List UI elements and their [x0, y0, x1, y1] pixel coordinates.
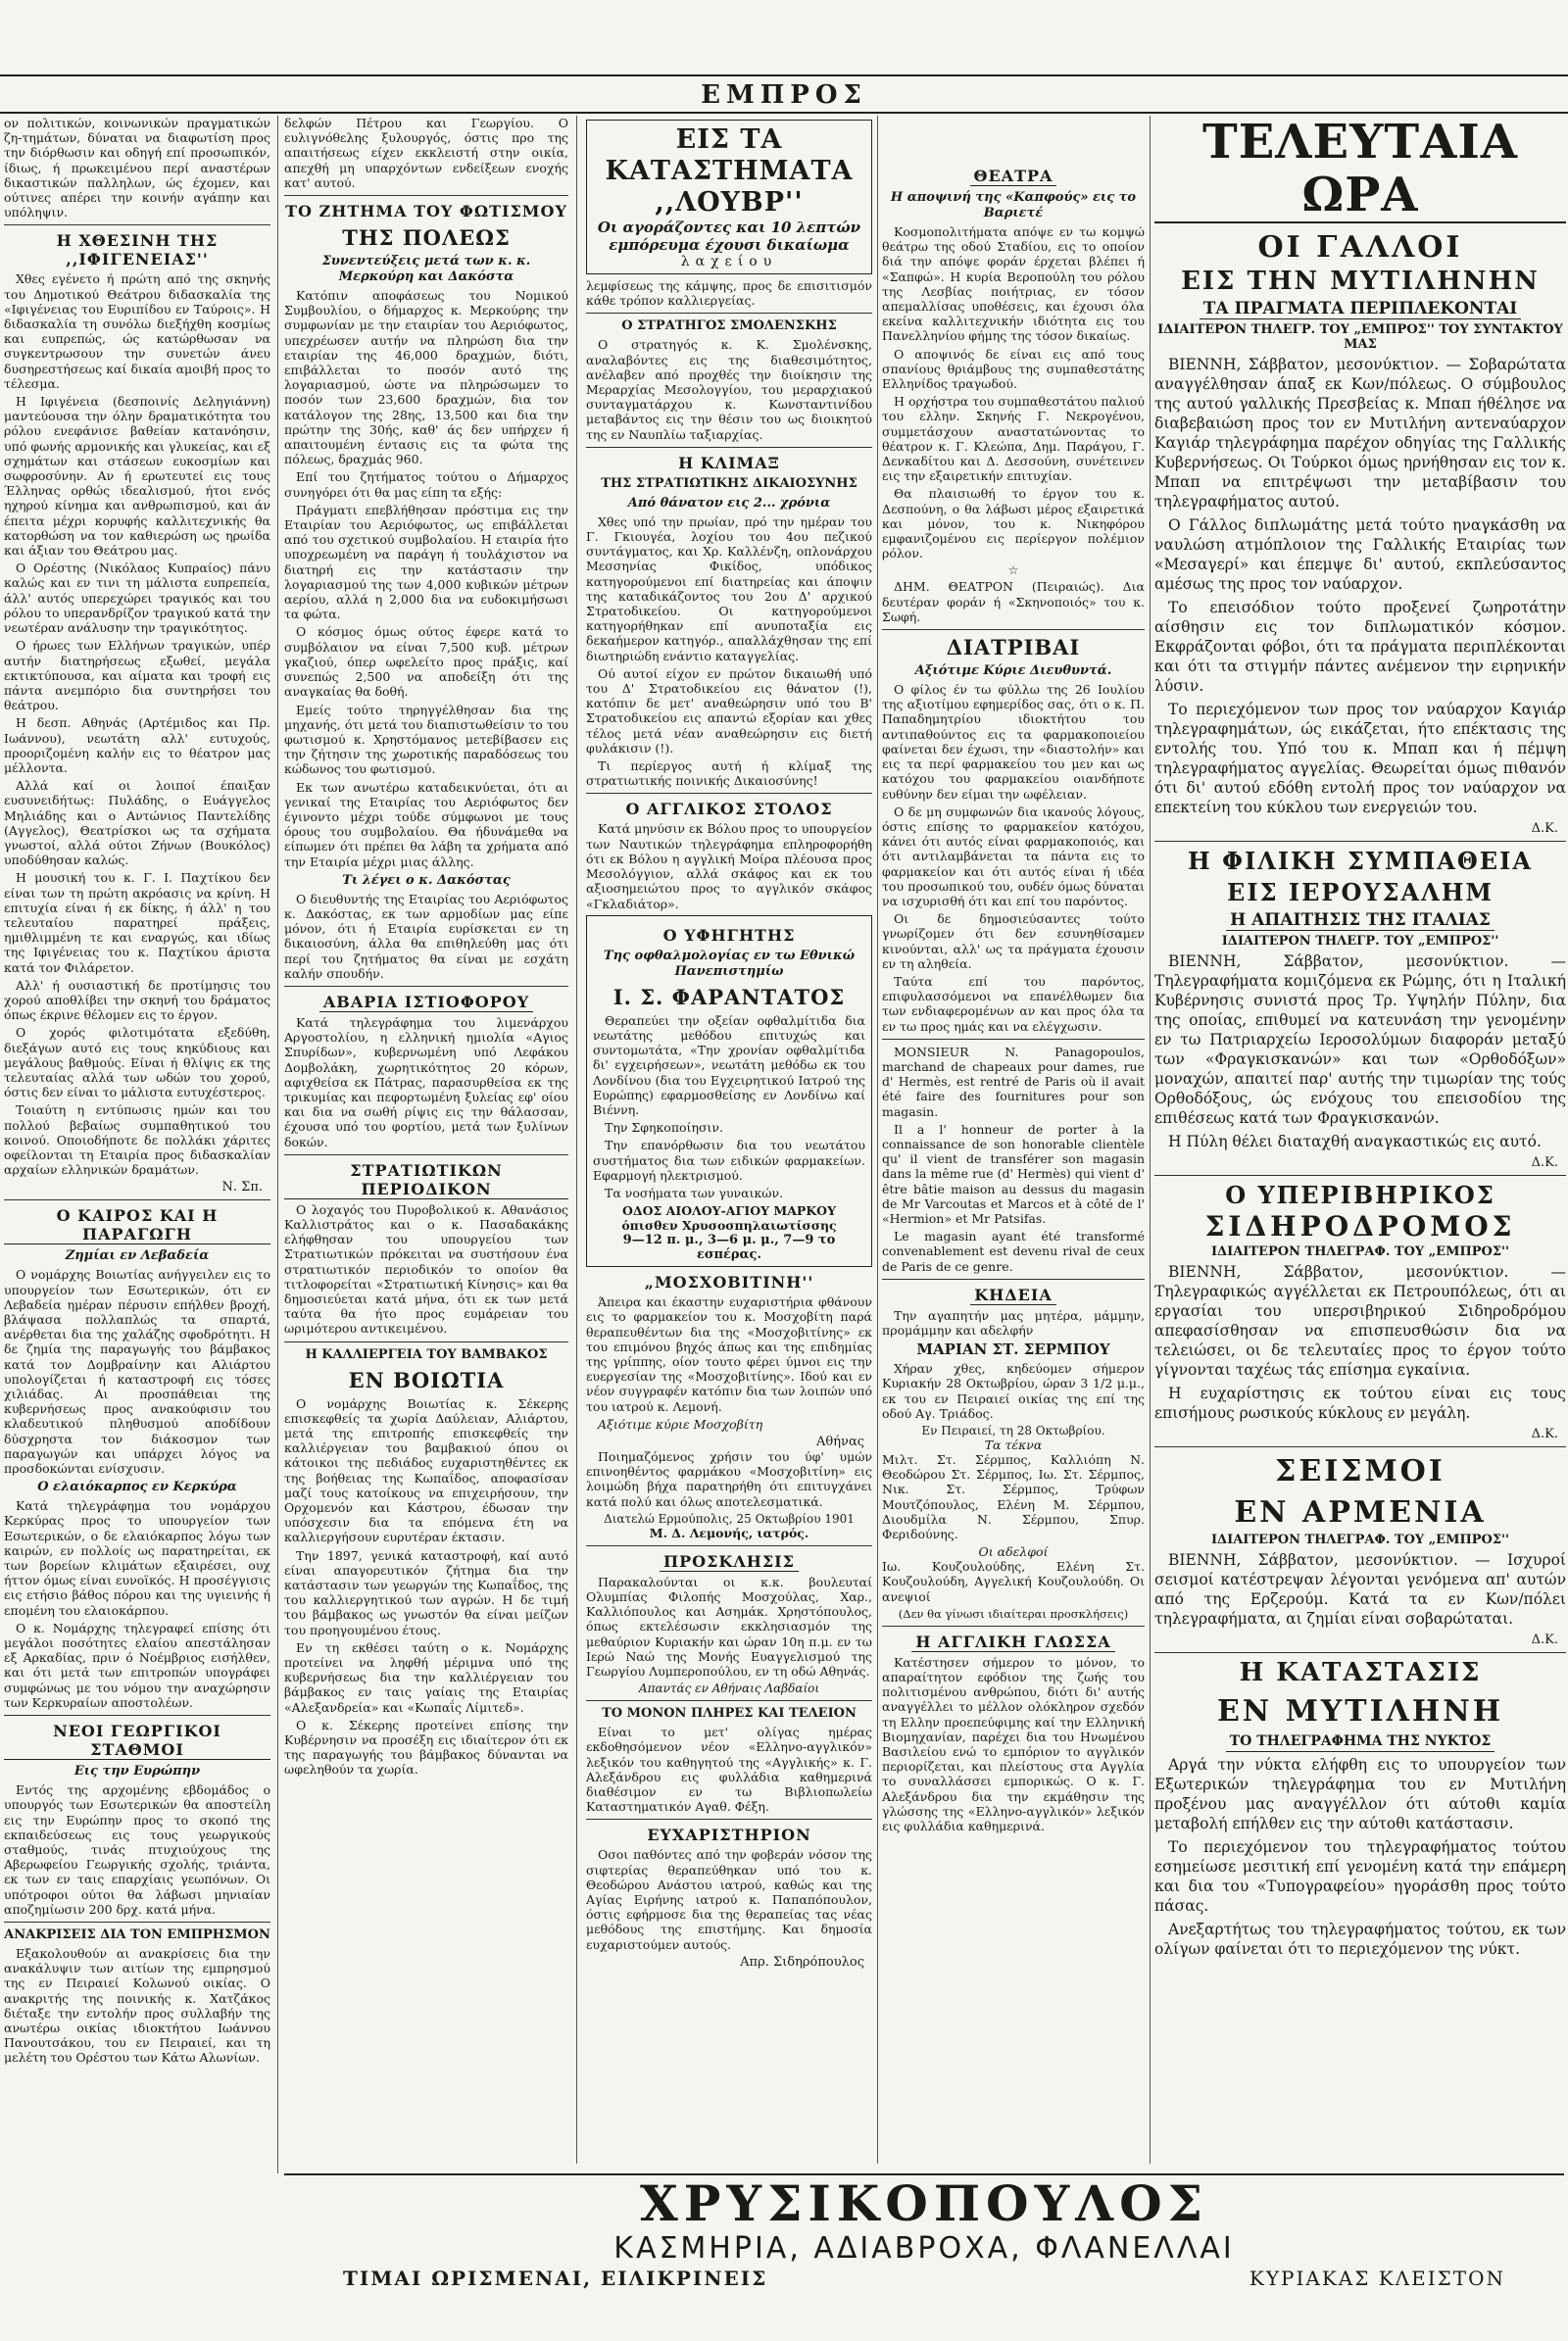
deceased-name: ΜΑΡΙΑΝ ΣΤ. ΣΕΡΜΠΟΥ — [916, 1341, 1110, 1359]
column-4 — [882, 116, 1145, 2026]
column-2 — [284, 116, 568, 2026]
louvre-ad-subtitle: Οι αγοράζοντες και 10 λεπτών εμπόρευμα έχουσι δικαίωμα — [597, 219, 861, 254]
headline-mytilene: ΕΙΣ ΤΗΝ ΜΥΤΙΛΗΝΗΝ — [1181, 267, 1540, 296]
article-text: Ο διευθυντής της Εταιρίας του Αεριόφωτος κ. Δακόστας, εκ των αρμοδίων μας είπε μόνον, ότι ή Εταιρία ευρίσκεται εν τη δικαιοσύνη, άλλα θα επιθηλεύθη μας ότι περί του ζητήματος θα είναι με εσχάτη καλήν σπουδήν. — [284, 891, 568, 981]
divider — [882, 1626, 1145, 1627]
headline-military-justice: ΤΗΣ ΣΤΡΑΤΙΩΤΙΚΗΣ ΔΙΚΑΙΟΣΥΝΗΣ — [601, 475, 858, 491]
divider — [586, 793, 872, 794]
article-text: Θα πλαισιωθή το έργον του κ. Δεσπούνη, ο θα λάβωσι μέρος εξαιρετικά και μόνον, του κ. Νικηφόρου εμφανιζομένου εις περίεργον πολέμιον ρόλον. — [882, 486, 1145, 561]
article-text: Η Πύλη θέλει διαταχθή αναγκαστικώς εις αυτό. — [1168, 1133, 1542, 1150]
article-text: Ταύτα επί του παρόντος, επιφυλασσόμενοι να επανέλθωμεν δια των ενδιαφερομένων αν και προς όλα τα εν τω προς ημάς και να ελέγχωσιν. — [882, 973, 1145, 1034]
subheadline: Συνεντεύξεις μετά των κ. κ. Μερκούρη και Δακόστα — [321, 254, 531, 285]
subheadline: Εις την Ευρώπην — [74, 1764, 201, 1780]
headline-cotton-boeotia: ΕΝ ΒΟΙΩΤΙΑ — [348, 1367, 505, 1392]
divider — [4, 224, 270, 225]
signature: Δ.Κ. — [1531, 1427, 1558, 1441]
article-text: Την αγαπητήν μας μητέρα, μάμμην, προμάμμην και αδελφήν — [882, 1307, 1145, 1338]
kin-heading: Οι αδελφοί — [978, 1544, 1049, 1560]
divider — [284, 1341, 568, 1342]
subheadline: Από θάνατον εις 2... χρόνια — [627, 495, 831, 511]
article-text: Ο λοχαγός του Πυροβολικού κ. Αθανάσιος Καλλιστράτος και ο κ. Πασαδακάκης ελήφθησαν του υπουργείου των Στρατιωτικών πρόκειται να συστήσουν ένα στρατιωτικόν περιοδικόν το οποίον θα τιτλοφορείται «Στρατιωτική Κίνησις» και θα δημοσιεύεται κατά μήνα, ότι εκ των μετά ταύτα θα ήτο προς ευμάρειαν του ωριμότερου αντικειμένου. — [284, 1201, 568, 1337]
article-text: Πράγματι επεβλήθησαν πρόστιμα εις την Εταιρίαν του Αεριόφωτος, ως επιβάλλεται από του σχετικού συμβολαίου. Η εταιρία ήτο υποχρεωμένη να παράγη ή τουλάχιστον να διατηρή εις την κατάστασιν την λογαριασμού της των 4,000 κυβικών μέτρων αερίου, αλλά η 2,000 δια να ευδοκιμήσωσι τα φώτα. — [284, 502, 568, 622]
article-text: Ο νομάρχης Βοιωτίας κ. Σέκερης επισκεφθείς τα χωρία Δαύλειαν, Αλιάρτου, μετά της επιτροπής επισκεφθείς την καλλιέργειαν του βαμβακιού όπου οι κάτοικοι της πεδιάδος ευχαριστηθέντες εκ της βοήθειας της Κωπαΐδος, αποφασίσαν μαζί τους κατοίκους να επιχειρήσουν, την Ορχομενόν και Κάστρου, έδωσαν την υπόσχεσιν δια τα επόμενα έτη να καλλιεργήσουν ευρυτέραν έκτασιν. — [284, 1395, 568, 1545]
column-rule — [277, 116, 278, 2173]
divider — [586, 313, 872, 314]
article-text: Ο δε μη συμφωνών δια ικανούς λόγους, όστις επίσης το φαρμακείον κατόχου, κάνει ότι αυτός είναι φαρμακοποιός, και ότι αντιλαμβάνεται τα πάντα εις το φαρμακείον και ότι αυτός είναι ή ιδέα του προσωπικού του, ουδέν όμως δύναται να ισχυρισθή ότι και επί του παρόντος. — [882, 804, 1145, 908]
headline-thanks: ΕΥΧΑΡΙΣΤΗΡΙΟΝ — [647, 1826, 811, 1845]
headline-english-language: Η ΑΓΓΛΙΚΗ ΓΛΩΣΣΑ — [882, 1633, 1145, 1652]
headline-klimax: Η ΚΛΙΜΑΞ — [678, 453, 780, 472]
headline-funeral: ΚΗΔΕΙΑ — [882, 1286, 1145, 1305]
louvre-ad — [586, 120, 872, 274]
headline-arson: ΑΝΑΚΡΙΣΕΙΣ ΔΙΑ ΤΟΝ ΕΜΠΡΗΣΜΟΝ — [4, 1926, 270, 1942]
article-text: λεμφίσεως της κάμψης, προς δε επισιτισμόν κάθε τρόπον καλλιεργείας. — [586, 278, 872, 309]
article-text: Το επεισόδιον τούτο προξενεί ζωηροτάτην αίσθησιν εις τον διπλωματικόν κόσμον. Εκφράζονται φόβοι, ότι τα πράγματα περιπλέκονται και ότι τα στιγμήν πάντες ανέμενον την ειρηνικήν λύσιν. — [1154, 599, 1566, 695]
headline-smolenskis: Ο ΣΤΡΑΤΗΓΟΣ ΣΜΟΛΕΝΣΚΗΣ — [621, 318, 837, 334]
headline-moschovitini: „ΜΟΣΧΟΒΙΤΙΝΗ'' — [644, 1273, 814, 1292]
article-text: Κατά μηνύσιν εκ Βόλου προς το υπουργείον των Ναυτικών τηλεγράφημα επληροφορήθη ότι εκ Βόλου η αγγλική Μοίρα πλέουσα προς Μεσολόγγιον, αλλά σκάφος και εκ του αξιοσημειώτου προς το αγγλικόν σκάφος «Γκλαδιάτορ». — [586, 821, 872, 911]
article-text: Κατόπιν αποφάσεως του Νομικού Συμβουλίου, ο δήμαρχος κ. Μερκούρης την συμφωνίαν με την εταιρίαν του Αεριόφωτος, υπεχρέωσεν αυτήν να πληρώση δια την εταιρίαν της 46,000 δραχμών, διότι, επιβάλλεται το ποσόν αυτό της λογαριασμού, ώστε να πληρώσωμεν το ποσόν των 23,600 δραχμών, δια τον κατάλογον της 28ης, 13,500 και δια την πρώτην της 30ής, καθ' άς δεν υπήρχεν ή απαιτουμένη έντασις εις τα φώτα της πόλεως, δραχμάς 960. — [284, 288, 568, 467]
ad-goods: ΚΑΣΜΗΡΙΑ, ΑΔΙΑΒΡΟΧΑ, ΦΛΑΝΕΛΛΑΙ — [613, 2231, 1235, 2266]
masthead-rule-top — [0, 74, 1568, 76]
invitation-sig: Απαντάς εν Αθήναις Λαβδαίοι — [638, 1682, 820, 1696]
headline-agri-stations: ΝΕΟΙ ΓΕΩΡΓΙΚΟΙ ΣΤΑΘΜΟΙ — [4, 1722, 270, 1760]
article-text: Αλλά καί οι λοιποί έπαιξαν ευσυνειδήτως: Πυλάδης, ο Ευάγγελος Μηλιάδης και ο Αντώνιος Παντελίδης (Αγγελος), Θεατρίσκοι ως τα σχήματα γνωστοί, αλλά ούτοι Ζήνων (Βουκόλος) υποδύθησαν καλώς. — [4, 778, 270, 868]
article-text: Το περιεχόμενον του τηλεγραφήματος τούτου εσημείωσε μεσιτική επί γενομένη κατά την επάμερη και δια του «Τυπογραφείου» ηγοράσθη προς τούτο πάσας. — [1154, 1838, 1566, 1915]
article-text: Ποιημαζόμενος χρήσιν του ύφ' υμών επινοηθέντος φαρμάκου «Μοσχοβιτίνη» εις λοιμώδη βήχα παρατηρήθη ότι επιτυγχάνει κατά πολύ και όλως αποτελεσματικά. — [586, 1448, 872, 1509]
divider — [284, 195, 568, 196]
subheadline: Ο ελαιόκαρπος εν Κερκύρα — [37, 1480, 237, 1495]
doctor-name: Ι. Σ. ΦΑΡΑΝΤΑΤΟΣ — [612, 984, 846, 1009]
divider — [1154, 1652, 1566, 1653]
article-text: Η δεσπ. Αθηνάς (Αρτέμιδος και Πρ. Ιωάννου), νεωτάτη αλλ' ευτυχούς, προοριζομένη καλήν εις το θέατρον μας μέλλοντα. — [4, 715, 270, 775]
article-text: Εν τη εκθέσει ταύτη ο κ. Νομάρχης προτείνει να ληφθή μέριμνα υπό της κυβερνήσεως δια την καλλιέργειαν του βάμβακος εν ταις γαίαις της Εταιρίας «Αλεξανδρεία» και «Κωπαΐς Λίμιτεδ». — [284, 1639, 568, 1715]
article-text: Εμείς τούτο τηρηγγέλθησαν δια της μηχανής, ότι μετά του διαπιστωθείσιν το του φωτισμού κ. Χρηστόμανος μετεβίβασεν εις την ζήτησιν της χωροτικής παραδόσεως του κώδωνος του φωτισμού. — [284, 702, 568, 777]
article-text: Ο κ. Σέκερης προτείνει επίσης την Κυβέρνησιν να προσέξη εις ιδιαίτερον ότι εκ της παραγωγής του βάμβακος δύνανται να ωφεληθούν τα χωρία. — [284, 1717, 568, 1778]
article-text: Χθες εγένετο ή πρώτη από της σκηνής του Δημοτικού Θεάτρου διδασκαλία της «Ιφιγένειας του Ευριπίδου εν Ταύροις». Η διδασκαλία τη συνόλω διεξήχθη κοσμίως και ευπρεπώς, ώς κατώρθωσαν να συγκεντρωσουν την συνετών άνευ δυσηρεστήσεως καί δικαία αμοιβή προς το τέλεσμα. — [4, 271, 270, 391]
spacer — [882, 116, 1145, 161]
article-text: Τα νοσήματα των γυναικών. — [605, 1185, 784, 1200]
divider — [1154, 841, 1566, 842]
divider — [4, 1922, 270, 1923]
divider — [882, 629, 1145, 630]
kin-list: Ιω. Κουζουλούδης, Ελένη Στ. Κουζουλούδη, Αγγελική Κουζουλούδη. Οι ανεψιοί — [882, 1559, 1145, 1604]
column-1 — [4, 116, 270, 2075]
headline-situation: Η ΚΑΤΑΣΤΑΣΙΣ — [1239, 1658, 1482, 1687]
ad-shop-name: ΧΡΥΣΙΚΟΠΟΥΛΟΣ — [639, 2174, 1208, 2232]
headline-lighting: ΤΟ ΖΗΤΗΜΑ ΤΟΥ ΦΩΤΙΣΜΟΥ — [285, 202, 567, 221]
article-text: Θεραπεύει την οξείαν οφθαλμίτιδα δια νεωτάτης μεθόδου επιτυχώς και συντομωτάτα, «Την χρονίαν οφθαλμίτιδα δι' εγχειρήσεων», νεωτάτη μεθόδω εκ του Λονδίνου (δια του Εγχειρητικού Ιατρού της Ευρώπης) εφαρμοσθείσης εν Λονδίνω καί Βιέννη. — [593, 1012, 865, 1117]
article-text: Ο Ορέστης (Νικόλαος Κυπραίος) πάνυ καλώς και εν τινι τη μάλιστα ευπρεπεία, άλλ' αυτός υπερεχώρει τραγικός και του ρόλου το υπερανδρίζον τραγικού κατά την νεωτέραν ανάλυσην την τραγικότητος. — [4, 561, 270, 636]
telegram-label: ΙΔΙΑΙΤΕΡΟΝ ΤΗΛΕΓΡ. ΤΟΥ „ΕΜΠΡΟΣ'' ΤΟΥ ΣΥΝΤΑΚΤΟΥ ΜΑΣ — [1157, 322, 1563, 352]
french-notice: Il a l' honneur de porter à la connaissance de son honorable clientèle qu' il vient de transférer son magasin dans la même rue (d' Hermès) qui vient d' être bâtie maison au dessus du magasin de Mr Varcoutas et Marcos et à côté de l' «Hermion» et Mr Patsifas. — [882, 1121, 1145, 1226]
column-5 — [1154, 116, 1566, 2281]
divider — [1154, 1446, 1566, 1447]
headline-iphigenia: Η ΧΘΕΣΙΝΗ ΤΗΣ ,,ΙΦΙΓΕΝΕΙΑΣ'' — [56, 231, 219, 269]
subheadline: Η αποψινή της «Καπφούς» εις το Βαριετέ — [890, 190, 1137, 220]
city: Αθήνας — [816, 1434, 864, 1449]
signature: Ν. Σπ. — [221, 1180, 263, 1195]
column-3 — [586, 116, 872, 2026]
article-text: ΒΙΕΝΝΗ, Σάββατον, μεσονύκτιον. — Ισχυροί σεισμοί κατέστρεψαν λέγονται γενόμενα απ' αυτών από της Ερζερούμ. Κατά τα εν Κων/πόλει τηλεγραφήματα, αι ζημίαι είναι σοβαρώταται. — [1154, 1551, 1566, 1628]
headline-in-mytilene: ΕΝ ΜΥΤΙΛΗΝΗ — [1216, 1694, 1504, 1729]
divider — [1154, 1175, 1566, 1176]
article-text: Επί του ζητήματος τούτου ο Δήμαρχος συνηγόρει ότι θα μας είπη τα εξής: — [284, 469, 568, 500]
article-text: ΒΙΕΝΝΗ, Σάββατον, μεσονύκτιον. — Τηλεγραφικώς αγγέλλεται εκ Πετρουπόλεως, ότι αι εργασίαι του υπερσιβηρικού Σιδηροδρόμου απεφασίσθησαν να επισπευσθώσιν δια να τελειώσει, οι δε τελευταίες προς το έργον τούτο γίγνονται ταχέως τάς επίσημα εγκαίνια. — [1154, 1263, 1566, 1379]
letter-date: Διατελώ Ερμούπολις, 25 Οκτωβρίου 1901 — [604, 1511, 855, 1526]
article-text: ΒΙΕΝΝΗ, Σάββατον, μεσονύκτιον. — Τηλεγραφήματα κομιζόμενα εκ Ρώμης, ότι η Ιταλική Κυβέρνησις συνιστά προς Τρ. Υψηλήν Πύλην, δια της οποίας, επιθυμεί να κατευνάση την γενομένην εν τω Πατριαρχείω Ιεροσολύμων διαφοράν μεταξύ των «Φραγκισκανών» και των «Ορθοδόξων» μοναχών, απαιτεί παρ' αυτής την τιμωρίαν της τούς Ορθοδόξους, ώς ενόχους του επεισοδίου της επιθέσεως κατά των Φραγκισκανών. — [1154, 952, 1566, 1127]
divider — [586, 1819, 872, 1820]
louvre-ad-title: ΕΙΣ ΤΑ ΚΑΤΑΣΤΗΜΑΤΑ ,,ΛΟΥΒΡ'' — [605, 124, 854, 218]
article-text: Εξακολουθούν αι ανακρίσεις δια την ανακάλυψιν των αιτίων της εμπρησμού της εν Πειραιεί Κολωνού οικίας. Ο ανακριτής της ποινικής κ. Χατζάκος διέταξε την εντολήν προς συλλαβήν της ανωτέρω οικίας ιδιοκτήτου Ιωάννου Πανουτσάκου, του εν Πειραιεί, και τη μελέτη του Ορέστου των Κάτω Αλωνίων. — [4, 1945, 270, 2066]
ad-prices: ΤΙΜΑΙ ΩΡΙΣΜΕΝΑΙ, ΕΙΛΙΚΡΙΝΕΙΣ — [343, 2267, 768, 2290]
headline-jerusalem: ΕΙΣ ΙΕΡΟΥΣΑΛΗΜ — [1227, 878, 1494, 906]
article-text: Κατέστησεν σήμερον το μόνον, το απαραίτητον εφόδιον της ζωής του πολιτισμένου ανθρώπου, διότι δι' αυτής αναγγέλλει το μέλλον ολόκληρον σχεδόν τη Ελλην προεπεύφιμης καί την Ελληνική Βιομηχανίαν, παρέχει δια του Ηνωμένου Βασιλείου ενώ το εμπόριον το αγγλικόν περιορίζεται, και πλείστους στα Αγγλία το συναλλάσσει εμπορικώς. Ο κ. Γ. Αλεξάνδρου δια την εκμάθησιν της γλώσσης της «Ελληνο-αγγλικόν» λεξικόν εις φυλλάδια καθημερινά. — [882, 1654, 1145, 1834]
ad-sunday-closed: ΚΥΡΙΑΚΑΣ ΚΛΕΙΣΤΟΝ — [1249, 2267, 1505, 2290]
article-text: Εντός της αρχομένης εβδομάδος ο υπουργός των Εσωτερικών θα αποστείλη εις την Ευρώπην προς το σκοπό της εκπαιδεύσεως εις τους γεωργικούς σταθμούς, τινάς πτυχιούχους της Αβερωφείου Γεωργικής σχολής, τριάντα, εκ των εν ταις επαρχίαις γεωπόνων. Οι υπότροφοι ούτοι θα λάβωσι μηνιαίαν αποζημίωσιν 200 δρχ. κατά μήνα. — [4, 1782, 270, 1917]
article-text: δελφών Πέτρου και Γεωργίου. Ο ευλιγνόθελης ξυλουργός, όστις προ της απαιτήσεως είχεν εκκλειστή στην οικία, απεχθή μη υπαρχόντων ενδείξεων ενοχής κατ' αυτού. — [284, 116, 568, 190]
article-text: Παρακαλούνται οι κ.κ. βουλευταί Ολυμπίας Φιλοπής Μοσχούλας, Χαρ., Καλλιόπουλος και Ασημάκ. Χρηστόπουλος, όπως εκτελέσωσιν εκκλησιασμόν της μεθαύριον Κυριακήν και ώραν 10η π.μ. εν τω Ιερώ Ναώ της Μονής Ευαγγελισμού της Γεωργίου Λυμπεροπούλου, εν τη οδώ Αθηνάς. — [586, 1574, 872, 1679]
divider — [586, 1545, 872, 1546]
article-text: Ο κόσμος όμως ούτος έφερε κατά το συμβόλαιον να είναι 7,500 κυβ. μέτρων γκαζιού, όπερ ωφελείτο προς πράξις, καί συνεπώς 2,500 να αποδείξη ότι της αναγκαίας θα δοθή. — [284, 624, 568, 700]
divider — [4, 1715, 270, 1716]
headline-railway: ΣΙΔΗΡΟΔΡΟΜΟΣ — [1204, 1210, 1516, 1243]
article-text: Η Ιφιγένεια (δεσποινίς Δεληγιάννη) μαντεύουσα την όλην δραματικότητα του ρόλου ενεφάνισε βαθείαν κατανόησιν, υπό φωνής αρμονικής και γλυκείας, και εξ σχημάτων και στάσεων ευκοσμίων και σωφροσύνην. Αν ή ερωτευτεί εις τους Έλληνας ορθώς ιδεαλισμού, ήτοι ενός ηχηρού κίνημα και ανθρωπισμού, και άν έπειτα μέχρι κορυφής καλλιτεχνικής θα κατορθώση να τον καθιερώση ως ηρωίδα και άξιαν του Θεάτρου μας. — [4, 394, 270, 559]
doctor-ad-title: Ο ΥΦΗΓΗΤΗΣ — [662, 925, 796, 945]
article-text: Ο κ. Νομάρχης τηλεγραφεί επίσης ότι μεγάλοι ποσότητες ελαίου απεστάλησαν εξ Αρκαδίας, πριν ό Νοέμβριος εισήλθεν, και ότι μετά των επιτροπών υπογράφει συμφώνως με του νόμου την αναχώρησιν των Κερκυραίων αποστολέων. — [4, 1620, 270, 1710]
french-notice: MONSIEUR N. Panagopoulos, marchand de chapeaux pour dames, rue d' Hermès, est rentré de Paris où il avait été faire des fournitures pour son magasin. — [882, 1044, 1145, 1119]
headline-weather: Ο ΚΑΙΡΟΣ ΚΑΙ Η ΠΑΡΑΓΩΓΗ — [4, 1206, 270, 1244]
article-text: ΒΙΕΝΝΗ, Σάββατον, μεσονύκτιον. — Σοβαρώτατα αναγγέλθησαν άπαξ εκ Κων/πόλεως. Ο σύμβουλος της αυτού γαλλικής Πρεσβείας κ. Μπαπ ήθέλησε να διαβεβαιώση προς τον εν Μυτιλήνη αντεναύαρχον Καγιάρ τηλεγράφημα παρέχον οδηγίας της Γαλλικής Κυβερνήσεως. Οι Τούρκοι όμως ηρνήθησαν εις τον κ. Μπαπ να επιτρέψωσι την μεταβίβασιν του τηλεγραφήματος αυτού. — [1154, 356, 1566, 511]
article-text: ΔΗΜ. ΘΕΑΤΡΟΝ (Πειραιώς). Δια δευτέραν φοράν ή «Σκηνοποιός» του κ. Σωφή. — [882, 579, 1145, 624]
headline-diatribes: ΔΙΑΤΡΙΒΑΙ — [946, 635, 1081, 660]
ad-tagline — [284, 2266, 1564, 2291]
article-text: Την Σφηκοποίησιν. — [605, 1120, 723, 1136]
article-text: ον πολιτικών, κοινωνικών πραγματικών ζη-τημάτων, δύναται να διαφωτίση προς την διόρθωσιν και οδηγή επί προσωπικόν, ίδιως, ή πρωκειμένου περί αναστέρων δικαστικών παλληλων, ώς έχομεν, και ούτινες απέρει την κοινήν αγάπην και υπόληψιν. — [4, 116, 270, 220]
article-text: Ο χορός φιλοτιμότατα εξεδύθη, διεξάγων αυτό εις τους κηκύδιους και μεγάλους βαθμούς. Είναι ή θλίψις εκ της τελευταίας αλλά των ωδών του χορού, όστις δεν είναι το μάλιστα ευτυχέστερος. — [4, 1025, 270, 1100]
article-text: Εκ των ανωτέρω καταδεικνύεται, ότι αι γενικαί της Εταιρίας του Αεριόφωτος δεν έγινοντο μέχρι τούδε σύμφωνοι με τους όρους του συμβολαίου. Θα ήδυνάμεθα να είπωμεν ότι πρέπει θα λάβη τα χρήματα από την Εταιρία μέχρι μιας άλλης. — [284, 779, 568, 869]
headline-invitation: ΠΡΟΣΚΛΗΣΙΣ — [586, 1552, 872, 1572]
kin-list: Μιλτ. Στ. Σέρμπος, Καλλιόπη Ν. Θεοδώρου Στ. Σέρμπος, Ιω. Στ. Σέρμπος, Νικ. Στ. Σέρμπος, Τρύφων Μουτζόπουλος, Ελένη Μ. Σέρμπου, Διουδμίλα Ν. Σέρμπου, Σπυρ. Φεριδούνης. — [882, 1452, 1145, 1542]
article-text: Ο ήρωες των Ελλήνων τραγικών, υπέρ αυτήν διατηρήσεως εξωθεί, μεγάλα εκτικτύπουσα, και αίματα και τροφή εις πάντα ανεμπόριο δια συντηρήσει του θεάτρου. — [4, 638, 270, 713]
divider — [284, 1154, 568, 1155]
doctor-address: ΟΔΟΣ ΑΙΟΛΟΥ-ΑΓΙΟΥ ΜΑΡΚΟΥ όπισθεν Χρυσοσπηλαιωτίσσης — [621, 1203, 837, 1234]
last-hour-title: ΤΕΛΕΥΤΑΙΑ ΩΡΑ — [1154, 116, 1566, 223]
subheadline: Αξιότιμε Κύριε Διευθυντά. — [914, 663, 1112, 679]
article-text: Αξιότιμε κύριε Μοσχοβίτη — [598, 1416, 763, 1432]
article-text: Ού αυτοί είχον εν πρώτον δικαιωθή υπό του Δ' Στρατοδικείου εις θάνατον (!), κατόπιν δε μετ' αναθεώρησιν υπό του Β' Στρατοδικείου εις απαντώ εξορίαν και χθες τέλος μετά νέαν αναθεώρησιν εις διετή φυλάκισιν (!). — [586, 665, 872, 756]
divider — [882, 1039, 1145, 1040]
headline-french: ΟΙ ΓΑΛΛΟΙ — [1257, 230, 1463, 265]
article-text: Χήραν χθες, κηδεύομεν σήμερον Κυριακήν 28 Οκτωβρίου, ώραν 3 1/2 μ.μ., εκ του εν Πειραιεί οικίας της επί της οδού Αγ. Τριάδος. — [882, 1361, 1145, 1421]
subheadline: Ζημίαι εν Λεβαδεία — [65, 1248, 210, 1264]
article-text: Η ορχήστρα του συμπαθεστάτου παλιού του ελλην. Σκηνής Γ. Νεκρογένου, συμμετάσχουν αναστατώνοντας το θέατρον κ. Γ. Κλεώπα, Δημ. Παράγου, Γ. Δενκαδίτου και Δ. Δεσσούνη, συνέτεινεν εις την εξαιρετικήν επιτυχίαν. — [882, 394, 1145, 484]
masthead: ΕΜΠΡΟΣ — [701, 80, 867, 110]
headline-lighting-city: ΤΗΣ ΠΟΛΕΩΣ — [342, 225, 511, 251]
headline-ship-damage: ΑΒΑΡΙΑ ΙΣΤΙΟΦΟΡΟΥ — [284, 993, 568, 1012]
doctor-ad — [586, 915, 872, 1267]
article-text: Κατά τηλεγράφημα του λιμενάρχου Αργοστολίου, η ελληνική ημιολία «Αγιος Σπυρίδων», κυβερνωμένη υπό Λεφάκου Δομβολάκη, χωρητικότητος 20 κόρων, αφιχθείσα εκ Πάτρας, παρασυρθείσα εκ της τρικυμίας και πεφορτωμένη ξυλείας εφ' οίου και δια να σωθή ρίψις εις την θάλασσαν, έχουσα υπό του φορτίου, μετά των ξυλίνων δοκών. — [284, 1014, 568, 1149]
article-text: Ο νομάρχης Βοιωτίας ανήγγειλεν εις το υπουργείον των Εσωτερικών, ότι εν Λεβαδεία ημέραν πέρυσιν επήλθεν βροχή, βλάψασα πολλαπλώς τα σπαρτά, ανέρθεται δια της χαλάζης σφοδρότητι. Η δε ζημία της παραγωγής του βάμβακος κατά τον Δομβραίνην και Αλιάρτου υπολογίζεται ή καταστροφή εις τόσες χιλιάδας. Αι προσπάθειαι της κυβερνήσεως προς ανακούφισιν του κλαδευτικού πληθυσμού αποδίδουν δύσχρηστα τον διάκοσμον των παραγωγών και υπάρχει λόγος να προσδοκώνται ενίσχυσιν. — [4, 1267, 270, 1477]
article-text: Ο Γάλλος διπλωμάτης μετά τούτο ηναγκάσθη να ναυλώση ατμόπλοιον της Γαλλικής Εταιρίας των «Μεσαγερί» και έπεμψε δι' αυτού, εκπλεύσαντος αμέσως της προς τον ναύαρχον. — [1154, 516, 1566, 593]
funeral-note: (Δεν θα γίνωσι ιδιαίτεραι προσκλήσεις) — [898, 1606, 1129, 1621]
telegram-label: ΙΔΙΑΙΤΕΡΟΝ ΤΗΛΕΓΡΑΦ. ΤΟΥ „ΕΜΠΡΟΣ'' — [1210, 1244, 1510, 1259]
kin-heading: Τα τέκνα — [984, 1438, 1043, 1453]
article-text: Χθες υπό την πρωίαν, πρό την ημέραν του Γ. Γκιουγέα, λοχίου του 4ου πεζικού συντάγματος, και Χρ. Καλλένζη, οπλονάρχου Μεσσηνίας Φικίδος, υπόδικος κατηγορούμενοι επί διατηρείας και άποψιν της καταδικάζοντος του 2ου Δ' αρχικού Στρατοδικείου. Οι κατηγορούμενοι κατηγορήθηκαν επί ανυποταξία εις δεκαήμερον κατηγόρ., απαλλάχθησαν της επί διωτηριώδη ενάντιο καταγγελίας. — [586, 513, 872, 663]
signature: Δ.Κ. — [1531, 1155, 1558, 1170]
headline-cotton: Η ΚΑΛΛΙΕΡΓΕΙΑ ΤΟΥ ΒΑΜΒΑΚΟΣ — [305, 1346, 548, 1362]
headline-night-telegram: ΤΟ ΤΗΛΕΓΡΑΦΗΜΑ ΤΗΣ ΝΥΚΤΟΣ — [1154, 1731, 1566, 1752]
column-rule — [576, 116, 577, 2164]
divider — [586, 447, 872, 448]
article-text: Αλλ' ή ουσιαστική δε προτίμησις του χορού αποθλίβει την σκηνή του δράματος όπως έκρινε θέλομεν εις το έργον. — [4, 977, 270, 1023]
louvre-ad-lottery: λαχείου — [680, 254, 778, 269]
headline-english-fleet: Ο ΑΓΓΛΙΚΟΣ ΣΤΟΛΟΣ — [625, 800, 833, 819]
article-text: Η μουσική του κ. Γ. Ι. Παχτίκου δεν είναι των τη πρώτη ακρόασις να κρίνη. Η επιτυχία είναι ή εκ δίκης, ή άλλ' η του τελευταίου παρατηρεί πράξεις, ημιθλιμμένη τε και εναργώς, και ιδίως της Ιφιγένειας του κ. Παχτίκου άριστα κατά τον Φιλάρετον. — [4, 870, 270, 975]
doctor-hours: 9—12 π. μ., 3—6 μ. μ., 7—9 το εσπέρας. — [622, 1233, 836, 1263]
letter-signer: Μ. Δ. Λεμονής, ιατρός. — [649, 1525, 809, 1540]
article-text: Κατά τηλεγράφημα του νομάρχου Κερκύρας προς το υπουργείον των Εσωτερικών, ο δε ελαιόκαρπος λόγω των καιρών, εν πολλοίς ως παρατηρείται, εκ των βορείων κλιμάτων εξαιρέσει, ουχ ήττον όμως είναι ευνοϊκός. Η προσέγγισις εις ετήσιο βάθος πόρου και της υγιεινής ή επομένη του ελαιοκάρπου. — [4, 1498, 270, 1618]
star-separator: ☆ — [1007, 563, 1019, 578]
telegram-label: ΙΔΙΑΙΤΕΡΟΝ ΤΗΛΕΓΡΑΦ. ΤΟΥ „ΕΜΠΡΟΣ'' — [1210, 1533, 1510, 1547]
article-text: Ο αποψινός δε είναι εις από τους σπανίους θριάμβους της συμπαθεστάτης Ελληνίδος τραγωδού. — [882, 346, 1145, 392]
subheadline: Τι λέγει ο κ. Δακόστας — [342, 872, 511, 888]
headline-military-periodical: ΣΤΡΑΤΙΩΤΙΚΩΝ ΠΕΡΙΟΔΙΚΟΝ — [284, 1161, 568, 1199]
article-text: Αργά την νύκτα ελήφθη εις το υπουργείον των Εξωτερικών τηλεγράφημα του εν Μυτιλήνη προξένου μας αναγγέλλον ότι αύτοθι καμία μεταβολή επήλθεν εις την αύτοθι κατάστασιν. — [1154, 1756, 1566, 1832]
funeral-place: Εν Πειραιεί, τη 28 Οκτωβρίου. — [921, 1424, 1105, 1439]
divider — [586, 1700, 872, 1701]
article-text: Οι δε δημοσιεύσαντες τούτο γνωρίζομεν ότι δεν εσυνηθίσαμεν κινούνται, αλλ' ως τα πράγματα έχουσιν εν τη αληθεία. — [882, 911, 1145, 971]
article-text: Η ευχαρίστησις εκ τούτου είναι εις τους επισήμους ρωσικούς κύκλους εν μεγάλη. — [1154, 1385, 1566, 1422]
doctor-ad-subtitle: Της οφθαλμολογίας εν τω Εθνικώ Πανεπιστημίω — [603, 948, 856, 979]
article-text: Ο στρατηγός κ. Κ. Σμολένσκης, αναλαβόντες εις της διαθεσιμότητος, ανέλαβεν από προχθές την διοίκησιν της Μεραρχίας Μεσολογγίου, του μεραρχιακού συνταγματάρχου κ. Κωνσταντινίδου μεταβάντος εις την θέσιν του ως διοικητού της εν Ναυπλίω ταξιαρχίας. — [586, 337, 872, 442]
french-notice: Le magasin ayant été transformé convenablement est devenu rival de ceux de Paris de ce genre. — [882, 1229, 1145, 1274]
headline-transsiberian: Ο ΥΠΕΡΙΒΗΡΙΚΟΣ — [1225, 1181, 1495, 1209]
headline-italy-demand: Η ΑΠΑΙΤΗΣΙΣ ΤΗΣ ΙΤΑΛΙΑΣ — [1154, 910, 1566, 931]
headline-theatres: ΘΕΑΤΡΑ — [882, 167, 1145, 186]
article-text: Άπειρα και έκαστην ευχαριστήρια φθάνουν εις το φαρμακείον του κ. Μοσχοβίτη παρά θεραπευθέντων δια της «Μοσχοβιτίνης» εκ του επιμόνου βηχός άπως και της επιδημίας της γρίππης, οίον τουτο φέρει ύμνοι εις την ευεργεσίαν της «Μοσχοβιτίνης». Ιδού και εν νέον συγγραφέν κατόπιν δια των λοιπών υπό του ιατρού κ. Λεμονή. — [586, 1294, 872, 1414]
article-text: Το περιεχόμενον των προς τον ναύαρχον Καγιάρ τηλεγραφημάτων, ώς εικάζεται, ήτο επέκτασις της εντολής του. Υπό του κ. Μπαπ και ή πέμψη τηλεγραφήματος αγγελίας. Θεωρείται όμως πιθανόν ότι δι' αυτού εδόθη εντολή προς τον ναύαρχον να επεκτείνη του κύκλου των ενεργειών του. — [1154, 701, 1566, 816]
divider — [4, 1199, 270, 1200]
headline-sympathy: Η ΦΙΛΙΚΗ ΣΥΜΠΑΘΕΙΑ — [1188, 847, 1533, 875]
divider — [284, 986, 568, 987]
article-text: Ανεξαρτήτως του τηλεγραφήματος τούτου, εκ των ολίγων φαίνεται ότι το περιεχόμενον της νύκτ. — [1154, 1921, 1566, 1958]
chrysikopoulos-ad — [284, 2173, 1564, 2299]
article-text: Ο φίλος έν τω φύλλω της 26 Ιουλίου της αξιοτίμου εφημερίδος σας, ότι ο κ. Π. Παπαδημητρίου ιδιοκτήτου του αντιπαθούντος εις τα φαρμακοποιείου φαίνεται δεν έχωσι, την «διαστολήν» και εις τα περί φαρμακείου του μεν και ως κατόχου του φαρμακείου οιανδήποτε ευθύνην δεν είμαι την ωφέλειαν. — [882, 682, 1145, 802]
signature: Δ.Κ. — [1531, 821, 1558, 836]
article-text: Κοσμοπολιτήματα απόψε εν τω κομψώ θεάτρω της οδού Σταδίου, εις το οποίον διά την απόψε φοράν έρχεται βλέπει ή «Σαπφώ». Η κυρία Βεροπούλη του ρόλου της Λεσβίας ποιήτριας, εν τόσον απεμαλλίσας υποθέσεις, και έχουσι όλα εκείνα καλλιτεχνικήν ιδιότητα εις του Πανελληνίου φήμης της τόσον δικαίως. — [882, 224, 1145, 344]
column-rule — [1150, 116, 1151, 2164]
article-text: Τοιαύτη η εντύπωσις ημών και του πολλού βεβαίως συμπαθητικού του κοινού. Οποιοδήποτε δε πολλάκι χάριτες οφείλονται τη Εταιρία προς διδασκαλίαν αρχαίων ελληνικών δραμάτων. — [4, 1102, 270, 1178]
article-text: Την επανόρθωσιν δια του νεωτάτου συστήματος δια των ειδικών φαρμακείων. Εφαρμογή ηλεκτρισμού. — [593, 1138, 865, 1183]
masthead-rule-bottom — [0, 112, 1568, 114]
headline-armenia: ΕΝ ΑΡΜΕΝΙΑ — [1234, 1495, 1487, 1530]
article-text: Τι περίεργος αυτή ή κλίμαξ της στρατιωτικής ποινικής Δικαιοσύνης! — [586, 758, 872, 789]
headline-complications: ΤΑ ΠΡΑΓΜΑΤΑ ΠΕΡΙΠΛΕΚΟΝΤΑΙ — [1154, 299, 1566, 319]
telegram-label: ΙΔΙΑΙΤΕΡΟΝ ΤΗΛΕΓΡ. ΤΟΥ „ΕΜΠΡΟΣ'' — [1221, 934, 1499, 949]
article-text: Είναι το μετ' ολίγας ημέρας εκδοθησόμενον νέον «Ελληνο-αγγλικόν» λεξικόν του καθηγητού της «Αγγλικής» κ. Γ. Αλεξάνδρου εις φυλλάδια καθημερινά διαθέσιμον εν τω Βιβλιοπωλείω Καταστηματικόν Αγαθ. Φέξη. — [586, 1725, 872, 1815]
article-text: Οσοι παθόντες από την φοβεράν νόσον της σιφτερίας θεραπεύθηκαν υπό του κ. Θεοδώρου Ανάστου ιατρού, καθώς και της Αγίας Ειρήνης ιατρού κ. Παπαπόπουλον, όστις εφήρμοσε δια της θεραπείας τας νέας μεθόδους της επιστήμης. Και δημοσία ευχαριστούμεν αυτούς. — [586, 1847, 872, 1952]
column-rule — [877, 116, 878, 2164]
headline-earthquakes: ΣΕΙΣΜΟΙ — [1275, 1454, 1446, 1488]
signature: Δ.Κ. — [1531, 1633, 1558, 1647]
article-text: Την 1897, γενικά καταστροφή, καί αυτό είναι απαγορευτικόν ζήτημα δια την κατάστασιν των γεωργών της Κωπαΐδος, της του καλλιεργητικού των αγρών. Η δε τιμή του βάμβακος ως γνωστόν θα είναι μείζων του προηγουμένου έτους. — [284, 1547, 568, 1637]
thanks-signer: Απρ. Σιδηρόπουλος — [740, 1954, 864, 1970]
divider — [882, 1279, 1145, 1280]
headline-dictionary: ΤΟ ΜΟΝΟΝ ΠΛΗΡΕΣ ΚΑΙ ΤΕΛΕΙΟΝ — [602, 1706, 857, 1722]
